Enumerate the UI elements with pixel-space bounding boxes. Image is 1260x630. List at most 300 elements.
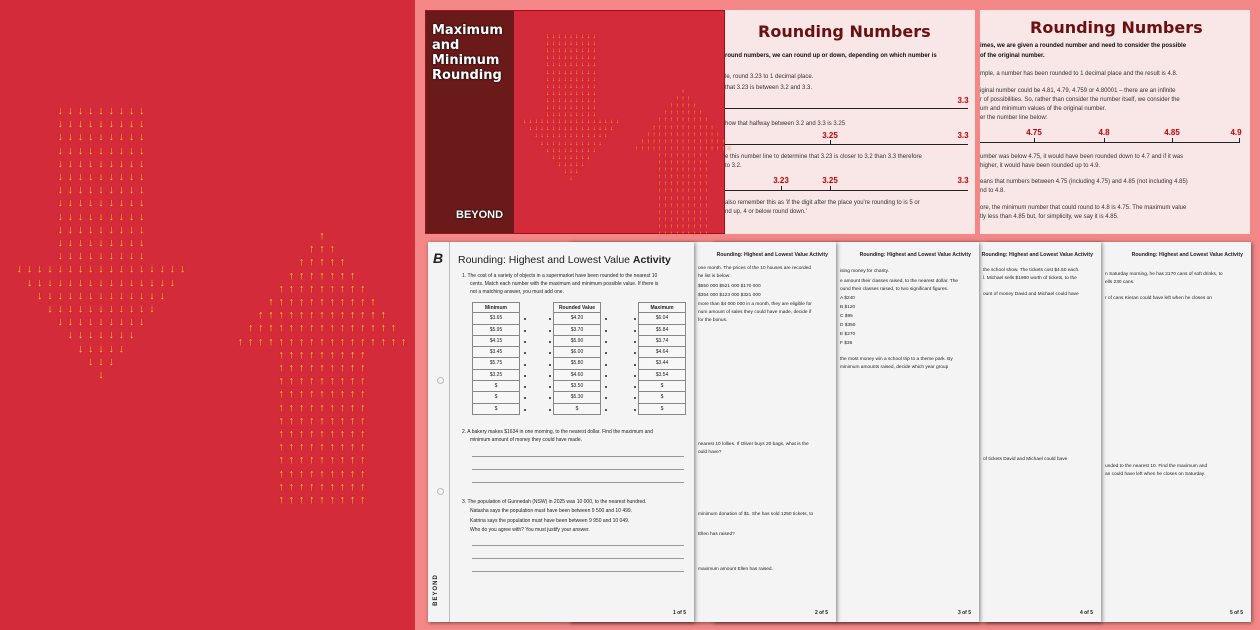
table-cell[interactable]: $3.70 xyxy=(553,325,601,336)
arrow-up-icon: ↑ xyxy=(360,362,366,374)
table-header: Maximum xyxy=(638,302,686,313)
arrow-up-icon: ↑ xyxy=(687,208,691,216)
table-cell[interactable]: $3.54 xyxy=(638,370,686,381)
arrow-down-icon: ↓ xyxy=(569,146,573,154)
arrow-up-icon: ↑ xyxy=(319,401,325,414)
matching-table xyxy=(638,302,686,415)
match-dot[interactable] xyxy=(605,397,607,399)
arrow-down-icon: ↓ xyxy=(88,289,94,302)
arrow-down-icon: ↓ xyxy=(592,47,596,55)
match-dot[interactable] xyxy=(549,409,551,411)
table-cell[interactable]: $ xyxy=(472,392,520,403)
match-dot[interactable] xyxy=(634,397,636,399)
matching-table xyxy=(553,302,601,415)
arrow-down-icon: ↓ xyxy=(57,250,63,263)
arrow-down-icon: ↓ xyxy=(592,75,596,83)
arrow-up-icon: ↑ xyxy=(652,123,656,131)
arrow-up-icon: ↑ xyxy=(309,256,315,269)
arrow-down-icon: ↓ xyxy=(592,125,596,133)
arrow-down-icon: ↓ xyxy=(557,160,562,168)
arrow-up-icon: ↑ xyxy=(319,296,325,308)
arrow-up-icon: ↑ xyxy=(349,282,356,295)
arrow-down-icon: ↓ xyxy=(575,153,579,161)
arrow-up-icon: ↑ xyxy=(704,166,708,174)
match-dot[interactable] xyxy=(549,375,551,377)
answer-line[interactable] xyxy=(472,456,684,457)
arrow-down-icon: ↓ xyxy=(580,139,585,147)
arrow-down-icon: ↓ xyxy=(128,131,135,144)
arrow-up-icon: ↑ xyxy=(329,441,335,454)
arrow-down-icon: ↓ xyxy=(609,118,614,126)
arrow-up-icon: ↑ xyxy=(704,208,708,216)
arrow-down-icon: ↓ xyxy=(77,289,84,302)
match-dot[interactable] xyxy=(605,352,607,354)
arrow-up-icon: ↑ xyxy=(278,335,284,348)
arrow-down-icon: ↓ xyxy=(540,118,544,126)
arrow-down-icon: ↓ xyxy=(580,33,585,40)
arrow-down-icon: ↓ xyxy=(98,118,104,131)
table-cell[interactable]: $3.65 xyxy=(472,313,520,324)
arrow-up-icon: ↑ xyxy=(278,467,284,480)
arrow-up-icon: ↑ xyxy=(669,230,674,237)
answer-line[interactable] xyxy=(472,571,684,572)
arrow-up-icon: ↑ xyxy=(663,130,668,138)
match-dot[interactable] xyxy=(524,330,526,332)
arrow-down-icon: ↓ xyxy=(569,118,573,126)
match-dot[interactable] xyxy=(524,409,526,411)
slide-text: eans that numbers between 4.75 (including 4.75) and 4.85 (not including 4.85) xyxy=(980,179,1188,185)
question-text: 3. The population of Gunnedah (NSW) in 2025 was 10 000, to the nearest hundred. xyxy=(462,499,647,505)
arrow-up-icon: ↑ xyxy=(339,348,346,361)
arrow-up-icon: ↑ xyxy=(380,322,386,335)
match-dot[interactable] xyxy=(605,341,607,343)
table-cell[interactable]: $3.45 xyxy=(472,347,520,358)
arrow-down-icon: ↓ xyxy=(586,47,591,55)
arrow-down-icon: ↓ xyxy=(575,125,579,133)
arrow-up-icon: ↑ xyxy=(704,116,708,124)
arrow-down-icon: ↓ xyxy=(586,111,591,119)
table-cell[interactable]: $6.04 xyxy=(638,313,686,324)
arrow-up-icon: ↑ xyxy=(349,414,356,427)
arrow-up-icon: ↑ xyxy=(360,414,366,427)
arrow-down-icon: ↓ xyxy=(557,96,562,104)
arrow-down-icon: ↓ xyxy=(98,316,104,329)
arrow-down-icon: ↓ xyxy=(546,89,550,97)
arrow-up-icon: ↑ xyxy=(329,414,335,427)
arrow-up-icon: ↑ xyxy=(681,230,685,237)
match-dot[interactable] xyxy=(634,375,636,377)
arrow-up-icon: ↑ xyxy=(698,180,703,188)
arrow-up-icon: ↑ xyxy=(663,187,668,195)
arrow-up-icon: ↑ xyxy=(704,194,708,202)
arrow-up-icon: ↑ xyxy=(669,215,674,223)
arrow-down-icon: ↓ xyxy=(575,146,579,154)
arrow-down-icon: ↓ xyxy=(569,96,573,104)
match-dot[interactable] xyxy=(549,397,551,399)
match-dot[interactable] xyxy=(634,330,636,332)
arrow-up-icon: ↑ xyxy=(278,375,284,388)
arrow-down-icon: ↓ xyxy=(149,263,155,276)
arrow-down-icon: ↓ xyxy=(118,118,125,131)
arrow-down-icon: ↓ xyxy=(128,303,135,315)
arrow-up-icon: ↑ xyxy=(278,428,284,440)
match-dot[interactable] xyxy=(524,318,526,320)
arrow-up-icon: ↑ xyxy=(681,116,685,124)
arrow-down-icon: ↓ xyxy=(580,118,585,126)
arrow-down-icon: ↓ xyxy=(546,132,550,140)
table-cell[interactable]: $ xyxy=(638,404,686,415)
question-text: ount of money David and Michael could have xyxy=(983,292,1079,297)
slide-text: iginal number could be 4.81, 4.79, 4.759 or 4.80001 – there are an infinite xyxy=(980,88,1176,94)
question-text: unded to the nearest 10. Find the maximum and xyxy=(1105,464,1208,469)
table-cell[interactable]: $4.15 xyxy=(472,336,520,347)
arrow-up-icon: ↑ xyxy=(329,322,335,335)
match-dot[interactable] xyxy=(634,364,636,366)
arrow-up-icon: ↑ xyxy=(692,215,697,223)
arrow-down-icon: ↓ xyxy=(592,104,596,111)
match-dot[interactable] xyxy=(634,409,636,411)
arrow-up-icon: ↑ xyxy=(681,151,685,159)
arrow-up-icon: ↑ xyxy=(692,194,697,202)
arrow-down-icon: ↓ xyxy=(569,125,573,133)
arrow-down-icon: ↓ xyxy=(108,118,114,131)
match-dot[interactable] xyxy=(549,364,551,366)
arrow-down-icon: ↓ xyxy=(557,89,562,97)
arrow-up-icon: ↑ xyxy=(663,194,668,202)
arrow-down-icon: ↓ xyxy=(563,68,567,76)
arrow-down-icon: ↓ xyxy=(98,131,104,144)
arrow-up-icon: ↑ xyxy=(687,116,691,124)
arrow-down-icon: ↓ xyxy=(98,144,104,157)
arrow-up-icon: ↑ xyxy=(319,269,325,282)
table-cell[interactable]: $ xyxy=(472,381,520,392)
match-dot[interactable] xyxy=(524,375,526,377)
arrow-up-icon: ↑ xyxy=(687,194,691,202)
arrow-up-icon: ↑ xyxy=(288,348,295,361)
match-dot[interactable] xyxy=(634,341,636,343)
arrow-down-icon: ↓ xyxy=(551,146,556,154)
match-dot[interactable] xyxy=(634,352,636,354)
arrow-up-icon: ↑ xyxy=(698,187,703,195)
arrow-up-icon: ↑ xyxy=(692,123,697,131)
arrow-down-icon: ↓ xyxy=(604,125,608,133)
arrow-down-icon: ↓ xyxy=(592,89,596,97)
answer-line[interactable] xyxy=(472,469,684,470)
arrow-up-icon: ↑ xyxy=(339,335,346,348)
table-row: D $350 xyxy=(840,323,856,328)
match-dot[interactable] xyxy=(605,318,607,320)
arrow-down-icon: ↓ xyxy=(580,61,585,69)
arrow-up-icon: ↑ xyxy=(698,159,703,166)
arrow-up-icon: ↑ xyxy=(675,116,679,124)
arrow-down-icon: ↓ xyxy=(88,355,94,368)
table-cell[interactable]: $4.64 xyxy=(638,347,686,358)
arrow-up-icon: ↑ xyxy=(669,187,674,195)
arrow-down-icon: ↓ xyxy=(57,289,63,302)
match-dot[interactable] xyxy=(524,364,526,366)
arrow-up-icon: ↑ xyxy=(681,208,685,216)
arrow-down-icon: ↓ xyxy=(575,167,579,175)
slide-text: tly less than 4.85 but, for simplicity, we say it is 4.85. xyxy=(980,214,1119,220)
arrow-down-icon: ↓ xyxy=(563,47,567,55)
arrow-up-icon: ↑ xyxy=(669,102,674,110)
arrow-down-icon: ↓ xyxy=(118,171,125,183)
arrow-down-icon: ↓ xyxy=(88,303,94,315)
arrow-up-icon: ↑ xyxy=(319,467,325,480)
arrow-down-icon: ↓ xyxy=(551,125,556,133)
match-dot[interactable] xyxy=(524,386,526,388)
arrow-down-icon: ↓ xyxy=(67,263,74,276)
arrow-down-icon: ↓ xyxy=(592,40,596,48)
arrow-up-icon: ↑ xyxy=(329,362,335,374)
slide-heading: Rounding Numbers xyxy=(1030,18,1203,37)
slide-title xyxy=(432,23,503,83)
arrow-up-icon: ↑ xyxy=(298,454,305,467)
arrow-up-icon: ↑ xyxy=(663,215,668,223)
worksheet-page-1 xyxy=(428,242,694,622)
arrow-down-icon: ↓ xyxy=(580,125,585,133)
question-text: he list is below: xyxy=(698,274,731,279)
arrow-up-icon: ↑ xyxy=(298,401,305,414)
arrow-up-icon: ↑ xyxy=(349,454,356,467)
arrow-up-icon: ↑ xyxy=(288,335,295,348)
arrow-up-icon: ↑ xyxy=(675,187,679,195)
arrow-down-icon: ↓ xyxy=(57,157,63,170)
table-cell[interactable]: $5.84 xyxy=(638,325,686,336)
arrow-up-icon: ↑ xyxy=(400,335,407,348)
arrow-down-icon: ↓ xyxy=(575,47,579,55)
arrow-down-icon: ↓ xyxy=(546,118,550,126)
arrow-up-icon: ↑ xyxy=(288,282,295,295)
table-cell[interactable]: $6.00 xyxy=(553,347,601,358)
arrow-down-icon: ↓ xyxy=(57,237,63,249)
arrow-down-icon: ↓ xyxy=(557,68,562,76)
match-dot[interactable] xyxy=(605,364,607,366)
arrow-down-icon: ↓ xyxy=(563,132,567,140)
arrow-down-icon: ↓ xyxy=(139,237,145,249)
arrow-down-icon: ↓ xyxy=(88,237,94,249)
arrow-up-icon: ↑ xyxy=(704,137,708,145)
table-cell[interactable]: $4.20 xyxy=(553,313,601,324)
match-dot[interactable] xyxy=(605,330,607,332)
arrow-up-icon: ↑ xyxy=(309,428,315,440)
answer-line[interactable] xyxy=(472,545,684,546)
arrow-up-icon: ↑ xyxy=(675,130,679,138)
arrow-up-icon: ↑ xyxy=(309,362,315,374)
question-text: ells 230 cans. xyxy=(1105,280,1135,285)
arrow-down-icon: ↓ xyxy=(592,132,596,140)
arrow-down-icon: ↓ xyxy=(563,33,567,40)
table-cell[interactable]: $ xyxy=(553,404,601,415)
arrow-up-icon: ↑ xyxy=(658,173,662,181)
arrow-down-icon: ↓ xyxy=(77,144,84,157)
arrow-down-icon: ↓ xyxy=(88,223,94,236)
arrow-up-icon: ↑ xyxy=(288,375,295,388)
table-cell[interactable]: $5.80 xyxy=(553,358,601,369)
arrow-up-icon: ↑ xyxy=(675,151,679,159)
slide-text: r of possibilities. So, rather than consider the number itself, we consider the xyxy=(980,97,1180,103)
slide-text: le, round 3.23 to 1 decimal place. xyxy=(725,74,814,80)
arrow-down-icon: ↓ xyxy=(37,263,43,276)
answer-line[interactable] xyxy=(472,558,684,559)
match-dot[interactable] xyxy=(524,341,526,343)
arrow-up-icon: ↑ xyxy=(370,309,376,322)
match-dot[interactable] xyxy=(605,375,607,377)
arrow-down-icon: ↓ xyxy=(108,171,114,183)
arrow-down-icon: ↓ xyxy=(534,125,538,133)
arrow-down-icon: ↓ xyxy=(118,263,125,276)
arrow-down-icon: ↓ xyxy=(575,132,579,140)
arrow-down-icon: ↓ xyxy=(77,342,84,355)
arrow-down-icon: ↓ xyxy=(580,96,585,104)
arrow-down-icon: ↓ xyxy=(57,276,63,289)
arrow-down-icon: ↓ xyxy=(557,139,562,147)
arrow-up-icon: ↑ xyxy=(329,480,335,493)
arrow-up-icon: ↑ xyxy=(640,137,645,145)
arrow-up-icon: ↑ xyxy=(692,187,697,195)
arrow-down-icon: ↓ xyxy=(592,96,596,104)
table-cell[interactable]: $ xyxy=(638,392,686,403)
arrow-down-icon: ↓ xyxy=(139,263,145,276)
slide-text: nd up, 4 or below round down.' xyxy=(725,209,807,215)
arrow-down-icon: ↓ xyxy=(169,276,176,289)
arrow-up-icon: ↑ xyxy=(309,454,315,467)
arrow-down-icon: ↓ xyxy=(586,139,591,147)
arrow-up-icon: ↑ xyxy=(278,322,284,335)
page-header: Rounding: Highest and Lowest Value Activity xyxy=(716,252,828,258)
arrow-up-icon: ↑ xyxy=(390,322,397,335)
arrow-up-icon: ↑ xyxy=(710,137,714,145)
arrow-up-icon: ↑ xyxy=(681,144,685,152)
match-dot[interactable] xyxy=(524,397,526,399)
beyond-logo: BEYOND xyxy=(456,209,504,221)
arrow-up-icon: ↑ xyxy=(652,137,656,145)
arrow-down-icon: ↓ xyxy=(604,118,608,126)
arrow-up-icon: ↑ xyxy=(669,180,674,188)
match-dot[interactable] xyxy=(549,341,551,343)
arrow-down-icon: ↓ xyxy=(128,118,135,131)
slide-text: that 3.23 is between 3.2 and 3.3. xyxy=(725,85,813,91)
arrow-up-icon: ↑ xyxy=(669,166,674,174)
slide-text: round numbers, we can round up or down, depending on which number is xyxy=(725,53,937,59)
arrow-up-icon: ↑ xyxy=(698,201,703,209)
match-dot[interactable] xyxy=(524,352,526,354)
arrow-down-icon: ↓ xyxy=(128,105,135,117)
arrow-up-icon: ↑ xyxy=(663,109,668,117)
arrow-down-icon: ↓ xyxy=(47,303,53,315)
table-cell[interactable]: $5.90 xyxy=(553,336,601,347)
arrow-up-icon: ↑ xyxy=(278,480,284,493)
arrow-down-icon: ↓ xyxy=(108,263,114,276)
arrow-up-icon: ↑ xyxy=(360,480,366,493)
arrow-up-icon: ↑ xyxy=(319,388,325,401)
table-cell[interactable]: $3.25 xyxy=(472,370,520,381)
arrow-down-icon: ↓ xyxy=(551,33,556,40)
arrow-up-icon: ↑ xyxy=(360,335,366,348)
arrow-up-icon: ↑ xyxy=(716,137,720,145)
question-text: an could have left when he closes on Saturday. xyxy=(1105,472,1206,477)
table-cell[interactable]: $ xyxy=(472,404,520,415)
answer-line[interactable] xyxy=(472,482,684,483)
arrow-down-icon: ↓ xyxy=(88,105,94,117)
arrow-up-icon: ↑ xyxy=(675,222,679,230)
arrow-up-icon: ↑ xyxy=(278,414,284,427)
arrow-down-icon: ↓ xyxy=(77,263,84,276)
arrow-down-icon: ↓ xyxy=(586,96,591,104)
arrow-down-icon: ↓ xyxy=(128,289,135,302)
match-dot[interactable] xyxy=(549,386,551,388)
arrow-up-icon: ↑ xyxy=(692,137,697,145)
table-cell[interactable]: $5.30 xyxy=(553,392,601,403)
arrow-down-icon: ↓ xyxy=(586,118,591,126)
match-dot[interactable] xyxy=(549,330,551,332)
arrow-down-icon: ↓ xyxy=(563,160,567,168)
arrow-down-icon: ↓ xyxy=(118,197,125,210)
arrow-down-icon: ↓ xyxy=(580,54,585,62)
match-dot[interactable] xyxy=(634,318,636,320)
arrow-up-icon: ↑ xyxy=(298,362,305,374)
arrow-up-icon: ↑ xyxy=(687,222,691,230)
arrow-up-icon: ↑ xyxy=(663,159,668,166)
arrow-up-icon: ↑ xyxy=(329,282,335,295)
number-label: 4.9 xyxy=(1230,128,1242,137)
table-cell[interactable]: $3.50 xyxy=(553,381,601,392)
arrow-up-icon: ↑ xyxy=(687,151,691,159)
question-text: $354 000 $123 000 $321 000 xyxy=(698,293,761,298)
arrow-down-icon: ↓ xyxy=(551,54,556,62)
match-dot[interactable] xyxy=(605,386,607,388)
arrow-down-icon: ↓ xyxy=(118,223,125,236)
table-cell[interactable]: $ xyxy=(638,381,686,392)
table-cell[interactable]: $3.44 xyxy=(638,358,686,369)
arrow-up-icon: ↑ xyxy=(669,137,674,145)
arrow-up-icon: ↑ xyxy=(278,401,284,414)
arrow-up-icon: ↑ xyxy=(339,309,346,322)
arrow-up-icon: ↑ xyxy=(704,215,708,223)
arrow-up-icon: ↑ xyxy=(339,414,346,427)
match-dot[interactable] xyxy=(549,318,551,320)
arrow-up-icon: ↑ xyxy=(687,137,691,145)
match-dot[interactable] xyxy=(549,352,551,354)
arrow-down-icon: ↓ xyxy=(98,355,104,368)
arrow-up-icon: ↑ xyxy=(288,494,295,506)
arrow-down-icon: ↓ xyxy=(563,167,567,175)
match-dot[interactable] xyxy=(634,386,636,388)
arrow-up-icon: ↑ xyxy=(298,256,305,269)
arrow-down-icon: ↓ xyxy=(108,184,114,197)
question-text: maximum amount Ellen has raised. xyxy=(698,567,773,572)
arrow-up-icon: ↑ xyxy=(687,95,691,103)
match-dot[interactable] xyxy=(605,409,607,411)
arrow-up-icon: ↑ xyxy=(687,230,691,237)
question-text: Who do you agree with? You must justify your answer. xyxy=(470,527,590,533)
number-label: 4.75 xyxy=(1026,128,1042,137)
arrow-up-icon: ↑ xyxy=(675,166,679,174)
table-cell[interactable]: $3.74 xyxy=(638,336,686,347)
table-cell[interactable]: $4.60 xyxy=(553,370,601,381)
arrow-down-icon: ↓ xyxy=(57,223,63,236)
table-cell[interactable]: $5.95 xyxy=(472,325,520,336)
table-cell[interactable]: $5.75 xyxy=(472,358,520,369)
question-text: $650 000 $521 000 $170 000 xyxy=(698,284,761,289)
tick xyxy=(1239,138,1240,143)
arrow-down-icon: ↓ xyxy=(67,197,74,210)
arrow-up-icon: ↑ xyxy=(716,144,720,152)
question-text: ound their classes raised, to two significant figures. xyxy=(840,287,949,292)
arrow-up-icon: ↑ xyxy=(278,348,284,361)
arrow-up-icon: ↑ xyxy=(309,243,315,256)
arrow-up-icon: ↑ xyxy=(675,123,679,131)
